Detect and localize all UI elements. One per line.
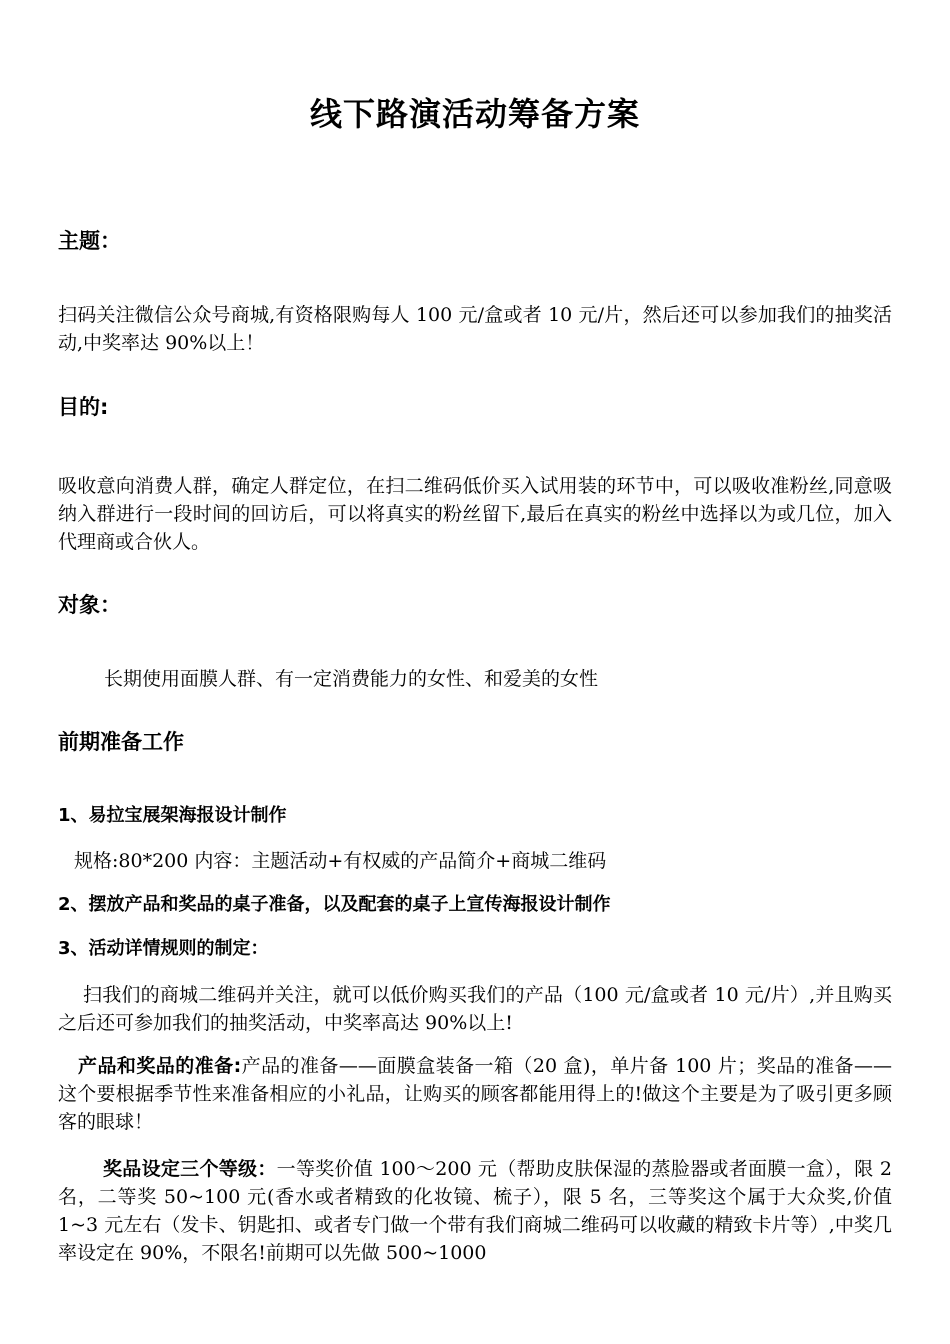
audience-paragraph: 长期使用面膜人群、有一定消费能力的女性、和爱美的女性 (104, 668, 599, 690)
purpose-paragraph: 吸收意向消费人群，确定人群定位，在扫二维码低价买入试用装的环节中，可以吸收准粉丝,同意吸纳入群进行一段时间的回访后，可以将真实的粉丝留下,最后在真实的粉丝中选择以为或几位，加入代理商或合伙人。 (58, 475, 892, 553)
audience-heading: 对象： (58, 593, 121, 617)
prizes-label: 奖品设定三个等级： (103, 1158, 277, 1180)
preparation-heading: 前期准备工作 (58, 730, 184, 754)
products-paragraph (58, 1052, 892, 1136)
prizes-paragraph (58, 1155, 892, 1267)
prep-item-2: 2、摆放产品和奖品的桌子准备，以及配套的桌子上宣传海报设计制作 (58, 894, 611, 915)
prep-item-3: 3、活动详情规则的制定： (58, 938, 269, 959)
document-title: 线下路演活动筹备方案 (309, 95, 640, 133)
prep-item-1: 1、易拉宝展架海报设计制作 (58, 805, 287, 826)
products-text: 产品的准备——面膜盒装备一箱（20 盒)，单片备 100 片；奖品的准备——这个要根据季节性来准备相应的小礼品，让购买的顾客都能用得上的!做这个主要是为了吸引更多顾客的眼球！ (58, 1055, 892, 1133)
theme-heading: 主题： (58, 229, 121, 253)
prizes-text: 一等奖价值 100～200 元（帮助皮肤保湿的蒸脸器或者面膜一盒），限 2 名，二等奖 50~100 元(香水或者精致的化妆镜、梳子），限 5 名，三等奖这个属于大众奖,价值 1~3 元左右（发卡、钥匙扣、或者专门做一个带有我们商城二维码可以收藏的精致卡片等）,中奖几率设定在 90%，不限名!前期可以先做 500~1000 (58, 1158, 892, 1264)
products-label: 产品和奖品的准备: (78, 1055, 242, 1077)
prep-item-3-paragraph: 扫我们的商城二维码并关注，就可以低价购买我们的产品（100 元/盒或者 10 元/片）,并且购买之后还可参加我们的抽奖活动，中奖率高达 90%以上! (58, 984, 892, 1034)
prep-item-1-detail: 规格:80*200 内容：主题活动+有权威的产品简介+商城二维码 (74, 850, 607, 872)
theme-paragraph: 扫码关注微信公众号商城,有资格限购每人 100 元/盒或者 10 元/片，然后还可以参加我们的抽奖活动,中奖率达 90%以上！ (58, 304, 892, 354)
purpose-heading: 目的: (58, 395, 109, 419)
